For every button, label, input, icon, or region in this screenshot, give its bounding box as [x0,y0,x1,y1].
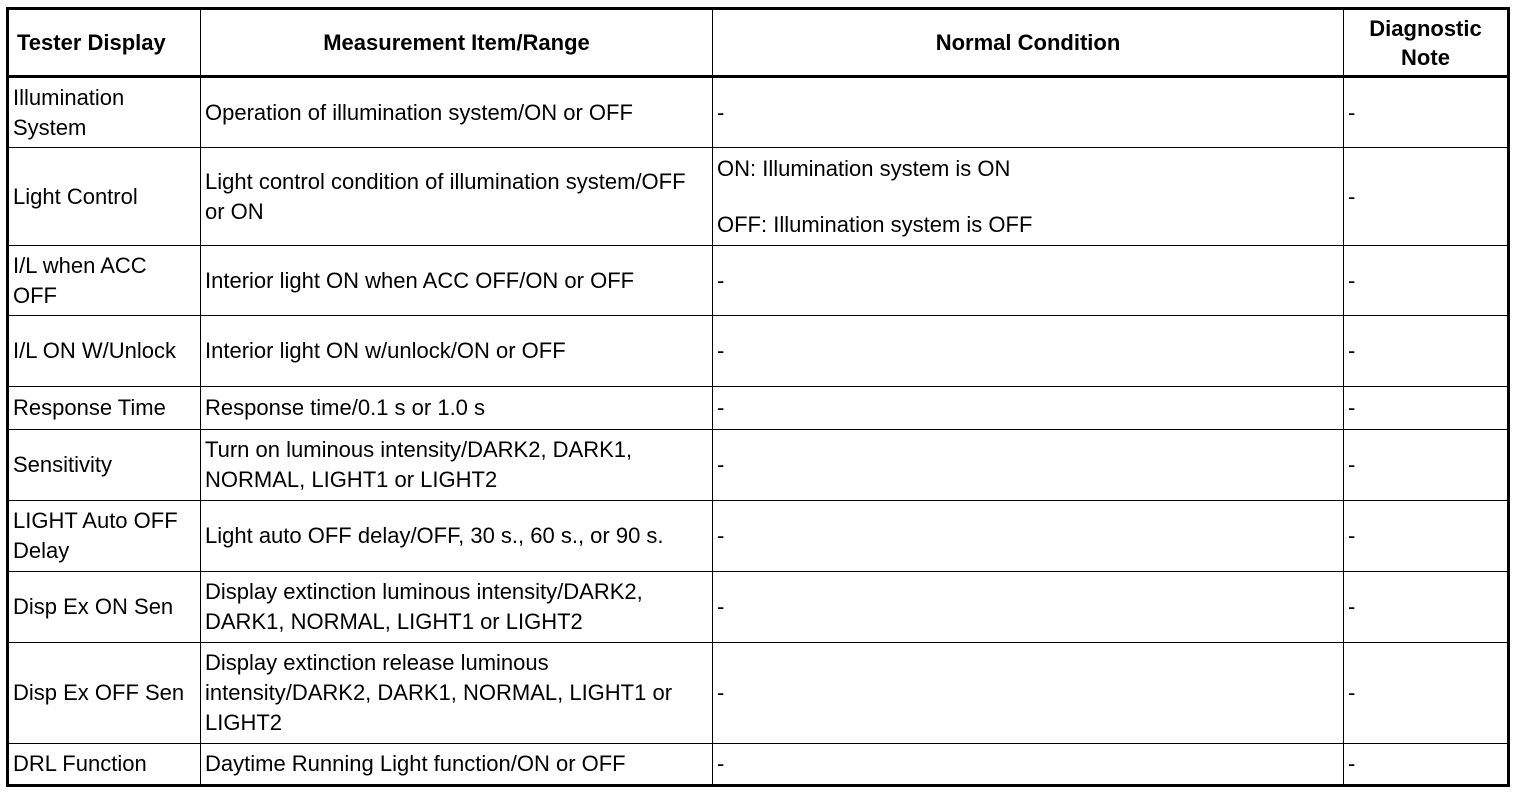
normal-condition-cell: - [713,501,1344,572]
tester-data-table-container [6,7,1510,787]
diagnostic-note-cell: - [1344,744,1509,786]
measurement-range-cell: Interior light ON w/unlock/ON or OFF [201,316,713,387]
diagnostic-note-cell: - [1344,501,1509,572]
normal-condition-cell: - [713,387,1344,430]
normal-condition-cell: - [713,316,1344,387]
table-row [8,430,1509,501]
measurement-range-cell: Operation of illumination system/ON or OFF [201,77,713,148]
measurement-range-cell: Response time/0.1 s or 1.0 s [201,387,713,430]
tester-display-cell: LIGHT Auto OFF Delay [8,501,201,572]
table-row [8,501,1509,572]
diagnostic-note-cell: - [1344,643,1509,744]
table-row [8,643,1509,744]
table-row [8,316,1509,387]
tester-display-cell: I/L when ACC OFF [8,246,201,316]
header-tester-display: Tester Display [8,9,201,77]
measurement-range-cell: Light auto OFF delay/OFF, 30 s., 60 s., or 90 s. [201,501,713,572]
diagnostic-note-cell: - [1344,246,1509,316]
tester-display-cell: Response Time [8,387,201,430]
normal-condition-spacer [717,184,1339,210]
normal-condition-cell: - [713,77,1344,148]
table-row [8,246,1509,316]
measurement-range-cell: Daytime Running Light function/ON or OFF [201,744,713,786]
table-row [8,387,1509,430]
tester-display-cell: Light Control [8,148,201,246]
diagnostic-note-cell: - [1344,572,1509,643]
diagnostic-note-cell: - [1344,316,1509,387]
tester-display-cell: DRL Function [8,744,201,786]
tester-display-cell: Illumination System [8,77,201,148]
tester-display-cell: Disp Ex OFF Sen [8,643,201,744]
tester-display-cell: Sensitivity [8,430,201,501]
table-row [8,148,1509,246]
normal-condition-cell: - [713,744,1344,786]
measurement-range-cell: Display extinction release luminous intensity/DARK2, DARK1, NORMAL, LIGHT1 or LIGHT2 [201,643,713,744]
diagnostic-note-cell: - [1344,387,1509,430]
normal-condition-cell [713,148,1344,246]
tester-display-cell: I/L ON W/Unlock [8,316,201,387]
normal-condition-off-line: OFF: Illumination system is OFF [717,211,1033,237]
normal-condition-cell: - [713,643,1344,744]
table-header-row [8,9,1509,77]
header-normal-condition: Normal Condition [713,9,1344,77]
tester-data-table [6,7,1510,787]
normal-condition-cell: - [713,572,1344,643]
measurement-range-cell: Light control condition of illumination system/OFF or ON [201,148,713,246]
header-measurement-item-range: Measurement Item/Range [201,9,713,77]
header-diagnostic-note: Diagnostic Note [1344,9,1509,77]
normal-condition-on-line: ON: Illumination system is ON [717,155,1011,181]
measurement-range-cell: Interior light ON when ACC OFF/ON or OFF [201,246,713,316]
table-row [8,572,1509,643]
normal-condition-cell: - [713,246,1344,316]
normal-condition-cell: - [713,430,1344,501]
diagnostic-note-cell: - [1344,148,1509,246]
table-row [8,77,1509,148]
diagnostic-note-cell: - [1344,430,1509,501]
table-row [8,744,1509,786]
tester-display-cell: Disp Ex ON Sen [8,572,201,643]
measurement-range-cell: Turn on luminous intensity/DARK2, DARK1, NORMAL, LIGHT1 or LIGHT2 [201,430,713,501]
measurement-range-cell: Display extinction luminous intensity/DARK2, DARK1, NORMAL, LIGHT1 or LIGHT2 [201,572,713,643]
diagnostic-note-cell: - [1344,77,1509,148]
